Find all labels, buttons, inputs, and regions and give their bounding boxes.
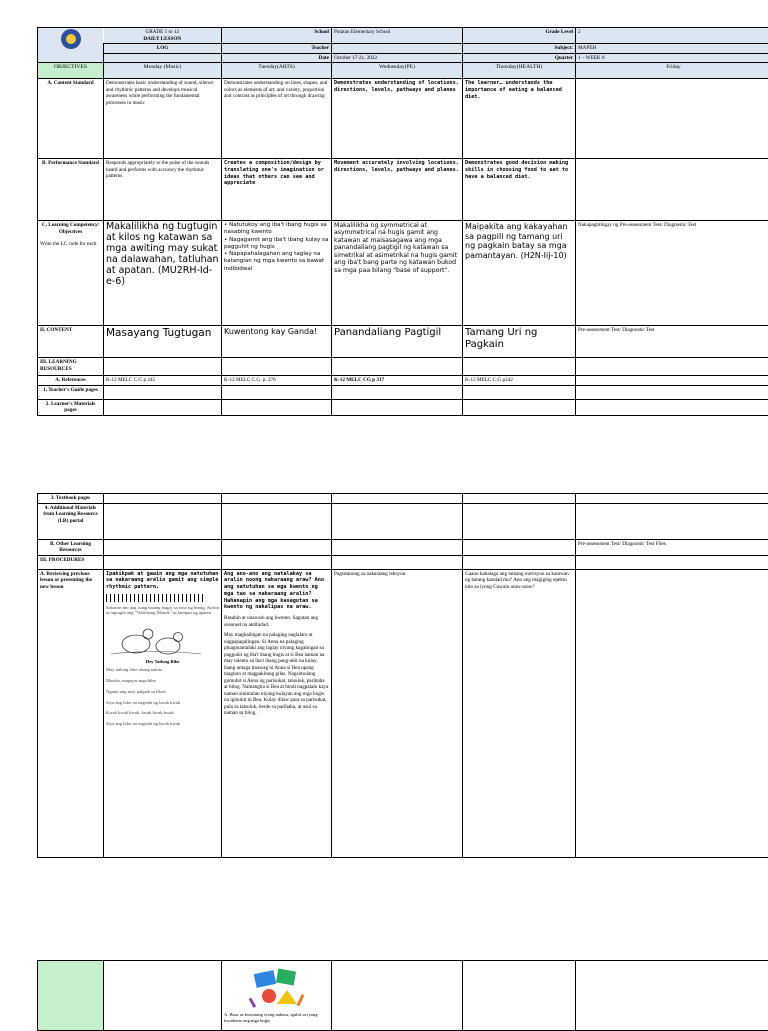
p3-thu [463,961,576,1031]
content-standard-thu: The learner… understands the importance of eating a balanced diet. [463,79,576,159]
learning-competency-label: C. Learning Competency/ Objectives [40,222,101,235]
teachers-guide-label: 1. Teacher's Guide pages [38,385,104,399]
review-tue-story: May magkaibigan na palaging naglalaro at nagpapagalingan. Si Anna na palaging pinagmamalaki ang taglay niyang kagalingan sa pagguhit ng iba't ibang hugis at si Bea naman na may talento sa iba't ibang pang-akit na kulay. Isang umaga tinawag ni Anna si Bea upang maglaro at magpakitang gilas. Nagsimulang gumuhit si Anna ng parisukat, tatsulok, parihaba at bilog. Namangha si Bea at hindi nagpatalo kaya naman sinimulan niyang kulayan ang mga hugis na iginuhit ni Bea. Kulay dilaw para sa parisukat, pula sa tatsulok, berde sa parihaba, at asul sa naman sa bilog. [224,632,329,717]
p3-tue [222,961,332,1031]
tg-thu [463,385,576,399]
review-wed: Pagtatanong sa nakaraang leksyon. [332,569,463,857]
grade-value: 2 [576,28,768,44]
or-tue [222,539,332,555]
or-mon [104,539,222,555]
lm-thu [463,399,576,415]
daily-lesson: DAILY LESSON [143,36,181,42]
art-supplies-icon [247,964,307,1010]
additional-materials-label: 4. Additional Materials from Learning Resource (LR) portal [38,503,104,539]
p3-mon [104,961,222,1031]
log-label [104,44,222,54]
tg-tue [222,385,332,399]
lr-fri [576,358,768,376]
pr-wed [332,555,463,569]
friday-header: Friday [576,63,768,79]
lesson-log-table-3 [37,960,768,1031]
content-standard-fri [576,79,768,159]
quarter-label: Quarter [463,53,576,63]
lr-mon [104,358,222,376]
wednesday-header: Wednesday(PE) [332,63,463,79]
learning-competency-thu: Maipakita ang kakayahan sa pagpili ng tamang uri ng pagkain batay sa mga pamantayan. (H2N-Iij-10) [463,221,576,326]
tg-mon [104,385,222,399]
performance-standard-mon: Responds appropriately to the pulse of the sounds heard and performs with accuracy the rhythmic patterns [104,159,222,221]
or-wed [332,539,463,555]
song-line-5: Kwak kwak kwak, kwak kwak kwak [106,710,219,716]
learning-competency-mon: Makalilikha ng tugtugin at kilos ng katawan sa mga awiting may sukat na dalawahan, tatluhan at apatan. (MU2RH-Id-e-6) [104,221,222,326]
other-resources-fri: Pre-assessment Test/ Diagnostic Test Files [576,539,768,555]
performance-standard-fri [576,159,768,221]
lr-thu [463,358,576,376]
pr-mon [104,555,222,569]
procedures-label: III. PROCEDURES [38,555,104,569]
review-tue [222,569,332,857]
references-fri [576,376,768,386]
lesson-log-page-3 [37,960,768,1031]
review-label: A. Reviewing previous lesson or presenting the new lesson [38,569,104,857]
or-thu [463,539,576,555]
p3-wed [332,961,463,1031]
content-mon: Masayang Tugtugan [104,326,222,358]
learners-materials-label: 2. Learner's Materials pages [38,399,104,415]
lesson-log-table-2 [37,493,768,858]
learning-resources-label: III. LEARNING RESOURCES [38,358,104,376]
song-line-6: Siya ang lider na nagsabi ng kwak kwak [106,721,219,727]
lr-tue [222,358,332,376]
review-fri [576,569,768,857]
lr-wed [332,358,463,376]
teacher-value [332,44,463,54]
learning-competency-fri: Nakapagbibigay ng Pre-assessment Test/ Diagnostic Test [576,221,768,326]
song-line-2: Mataba, mapayat mga bibe [106,678,219,684]
lesson-log-table-1 [37,27,768,416]
pr-thu [463,555,576,569]
content-thu: Tamang Uri ng Pagkain [463,326,576,358]
rhythm-pattern [106,594,206,602]
lc-code-note: Write the LC code for each. [40,241,101,248]
date-value: October 17-21, 2022 [332,53,463,63]
content-standard-label: A. Content Standard [38,79,104,159]
grade-range: GRADE 1 to 12 [145,29,179,35]
school-value: Putatan Elementary School [332,28,463,44]
content-standard-wed: Demonstrates understanding of locations, directions, levels, pathways and planes [332,79,463,159]
content-standard-mon: Demonstrates basic understanding of sound, silence and rhythmic patterns and develops musical awareness while performing the fundamental processes in music [104,79,222,159]
blank-header-cell [104,53,222,63]
song-line-1: May tatlong bibe akong nakita [106,667,219,673]
review-mon [104,569,222,857]
references-wed: K-12 MELC CG p 317 [332,376,463,386]
monday-header: Monday (Music) [104,63,222,79]
performance-standard-tue: Creates a composition/design by translating one's imagination or ideas that others can see and appreciate [222,159,332,221]
tb-tue [222,494,332,504]
song-caption: Sabayan mo ang isang batang bagay sa tono ng himig. Awitin at tugtugin ang "Tiktilaong Manok" sa kumpas ng apatan. [106,605,219,616]
performance-standard-wed: Movement accurately involving locations, directions, levels, pathways and planes. [332,159,463,221]
lm-wed [332,399,463,415]
am-mon [104,503,222,539]
thursday-header: Thursday(HEALTH) [463,63,576,79]
tb-mon [104,494,222,504]
review-tue-intro: Ang ano-ano ang natalakay sa aralin noong nakaraang araw? Ano ang natutuhan sa mga kwento ng mga tao sa nakaraang aralin? Hahanapin ang mga kasagutan sa kwento ng nakalipas na araw. [224,571,329,612]
p3-fri [576,961,768,1031]
grade-label: Grade Level [463,28,576,44]
lc-tue-item-1: • Natutukoy ang iba't ibang hugis sa nasabing kwento [224,222,329,237]
tuesday-header: Tuesday(ARTS) [222,63,332,79]
am-thu [463,503,576,539]
tg-fri [576,385,768,399]
review-mon-instruction: Ipakikpak at gawin ang mga natutuhan sa nakaraang aralin gamit ang simple rhythmic pattern. [106,571,219,591]
pr-tue [222,555,332,569]
performance-standard-thu: Demonstrates good decision making skills in choosing food to eat to have a balanced diet. [463,159,576,221]
objectives-header: OBJECTIVES [38,63,104,79]
lesson-log-page-1 [37,27,768,416]
learning-competency-wed: Makalilikha ng symmetrical at asymmetrical na hugis gamit ang katawan at maisasagawa ang mga panandaliang pagtigil ng katawan sa simetrikal at asimetrikal na hugis gamit ang iba't bang parte ng katawan bukod sa mga paa bilang "base of support". [332,221,463,326]
references-tue: K-12 MELC C.G. p. 276 [222,376,332,386]
song-line-3: Ngunit ang may pakpak sa likod [106,689,219,695]
school-label: School [222,28,332,44]
am-wed [332,503,463,539]
am-fri [576,503,768,539]
learning-competency-tue [222,221,332,326]
textbook-label: 3. Textbook pages [38,494,104,504]
am-tue [222,503,332,539]
lesson-log-page-2 [37,493,768,858]
ducks-illustration-icon [106,616,206,656]
deped-seal-icon [61,29,81,49]
song-line-4: Siya ang lider na nagsabi ng kwak kwak [106,700,219,706]
performance-standard-label: B. Performance Standard [38,159,104,221]
other-resources-label: B. Other Learning Resources [38,539,104,555]
tb-fri [576,494,768,504]
lc-tue-item-2: • Nagagamit ang iba't ibang kulay sa pagguhit ng hugis [224,237,329,252]
references-mon: K-12 MELC C.G p 245 [104,376,222,386]
tg-wed [332,385,463,399]
learning-competency-label-cell [38,221,104,326]
p3-tue-caption: A. Basa sa kwentong iyong nabasa, iguhit sa iyong kwaderno ang mga hugis [224,1012,329,1023]
content-fri: Pre-assessment Test/ Diagnostic Test [576,326,768,358]
pr-fri [576,555,768,569]
lc-tue-item-3: • Napapahalagahan ang taglay na katangian ng mga kwento sa bawat indibidwal [224,251,329,273]
lm-tue [222,399,332,415]
review-thu: Gaano kahalaga ang tamang nutrisyon sa katawan ng batang katulad mo? Ano ang magiging epekto nito sa iyong Gawain araw-araw? [463,569,576,857]
logo-cell [38,28,104,63]
date-label: Date [222,53,332,63]
subject-value: MAPEH [576,44,768,54]
header-title-cell [104,28,222,44]
teacher-label: Teacher [222,44,332,54]
log-text: LOG [157,45,169,51]
lm-mon [104,399,222,415]
content-wed: Panandaliang Pagtigil [332,326,463,358]
tb-thu [463,494,576,504]
tb-wed [332,494,463,504]
content-standard-tue: Demonstrates understanding on lines, shapes, and colors as elements of art, and variety, proportion and contrast as principles of art through drawing [222,79,332,159]
references-thu: K-12 MELC C.G p342 [463,376,576,386]
subject-label: Subject: [463,44,576,54]
song-title: Hey Tatlong Bibe [106,659,219,665]
references-label: A. References [38,376,104,386]
quarter-value: 1 – WEEK 8 [576,53,768,63]
review-tue-instruction: Basahin at unawain ang kwento. Sagutan ang susunod na aktibidad. [224,615,329,628]
content-label: II. CONTENT [38,326,104,358]
p3-label [38,961,104,1031]
lm-fri [576,399,768,415]
content-tue: Kuwentong kay Ganda! [222,326,332,358]
